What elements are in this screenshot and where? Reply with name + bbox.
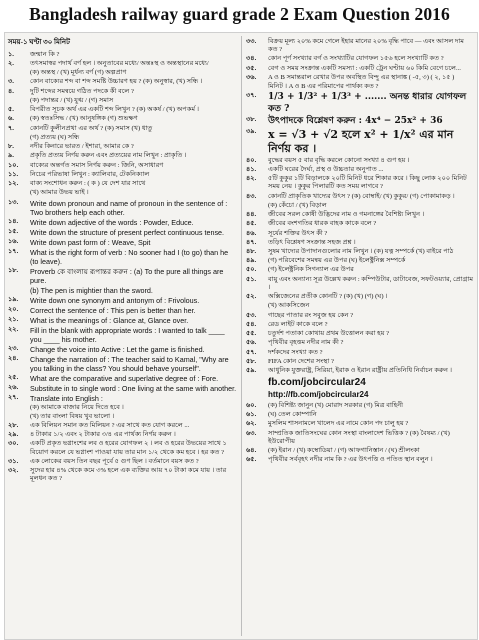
question-text: গাছের পাতার রং সবুজ হয় কেন ? xyxy=(268,311,354,319)
question-item xyxy=(246,116,474,127)
question-number: ২৩. xyxy=(8,344,19,352)
question-text: একটি ঘরের দৈর্ঘ্য, প্রস্থ ও উচ্চতার অনুপাত ... xyxy=(268,165,384,173)
question-number: ৪. xyxy=(8,87,14,95)
question-text: প্রকৃতি প্রত্যয় নির্ণয় করুন এবং প্রত্যয়ের নাম লিখুন : প্রাকৃতি । xyxy=(30,152,187,160)
question-text: কোনটি প্রাকৃতিক খাদ্যের উৎস ? (ক) বোম্বাই/ (খ) কুকুর/ (গ) পোকামাকড় । xyxy=(268,192,455,200)
question-number: ১৩. xyxy=(8,198,19,206)
question-text: বিপরীত সূচক অর্থ এর একটি শব্দ লিখুন ? (ক) অকর্ষ / (খ) অপকর্ম । xyxy=(30,106,200,114)
question-text: What is the meanings of : Glance at, Glance over. xyxy=(30,315,189,325)
question-number: ১২. xyxy=(8,180,19,188)
left-question-list xyxy=(8,51,238,484)
question-item xyxy=(246,420,474,428)
question-number: ২৫. xyxy=(8,373,19,381)
question-text: বাক্য সংশোধন করুন : ( ক ) যে দেশ যার সাথে xyxy=(30,180,146,188)
question-item xyxy=(246,220,474,228)
question-number: ২৮. xyxy=(8,421,19,429)
question-number: ২. xyxy=(8,59,14,67)
question-item xyxy=(8,180,238,188)
question-item xyxy=(246,166,474,174)
question-item xyxy=(8,199,238,217)
question-item xyxy=(8,404,238,412)
question-item xyxy=(246,293,474,301)
question-item xyxy=(246,83,474,91)
right-question-list xyxy=(246,38,474,465)
question-number: ৫১. xyxy=(246,275,257,283)
question-number: ১১. xyxy=(8,170,19,178)
question-item xyxy=(246,321,474,329)
question-text: পৃথিবীর সর্ববৃহৎ নদীর নাম কি ? এর উৎপত্তি ও পতিত স্থান বলুন । xyxy=(268,456,433,464)
question-text: (খ) আমার উভয় ভাই । xyxy=(30,189,89,197)
question-number: ৭. xyxy=(8,124,14,132)
question-text: উৎপাদকে বিশ্লেষণ করুন : 4x⁴ − 25x² + 36 xyxy=(268,115,443,126)
question-text: বাক্যের অন্তর্গত সমাস নির্ণয় করুন : জিনি, অসাধারণ xyxy=(30,161,164,169)
question-item xyxy=(246,92,474,115)
question-text: Write down adjective of the words : Powder, Educe. xyxy=(30,217,194,227)
question-number: ৩৯. xyxy=(246,128,257,136)
question-item xyxy=(8,60,238,68)
question-text: Change the voice into Active : Let the game is finished. xyxy=(30,344,205,354)
question-text: Write down pronoun and name of pronoun in the sentence of : Two brothers help each other. xyxy=(30,198,228,217)
question-text: FIFA কোন দেশের সংস্থা ? xyxy=(268,357,334,365)
question-number: ১৮. xyxy=(8,266,19,274)
question-number: ৫৭. xyxy=(246,348,257,356)
question-number: ১৪. xyxy=(8,217,19,225)
question-text: Proverb কে বাংলায় রূপান্তর করুন : (a) To the pure all things are pure. xyxy=(30,266,224,285)
question-item xyxy=(8,125,238,133)
question-number: ৪২. xyxy=(246,175,257,183)
question-text: (খ) আকসিজেন xyxy=(268,302,310,310)
question-text: (ক) কেঁচো / (খ) বিড়াল xyxy=(268,201,327,209)
question-item xyxy=(8,345,238,354)
question-number: ৩. xyxy=(8,78,14,86)
question-number: ৪৯. xyxy=(246,257,257,265)
question-text: নদীর কিনারে ভারত / ইশারা, আমার কে ? xyxy=(30,143,134,151)
question-item xyxy=(8,422,238,430)
question-item xyxy=(246,230,474,238)
question-text: রেড লাইট কাকে বলে ? xyxy=(268,320,328,328)
question-number: ৪৬. xyxy=(246,229,257,237)
question-text: x = √3 + √2 হলে x² + 1/x² এর মান নির্ণয় কর । xyxy=(268,128,454,155)
left-column xyxy=(8,38,238,485)
question-item xyxy=(246,349,474,357)
question-number: ৬৩. xyxy=(246,429,257,437)
question-item xyxy=(246,411,474,419)
question-number: ৬. xyxy=(8,115,14,123)
watermark-url: http://fb.com/jobcircular24 xyxy=(268,389,369,399)
question-text: Fill in the blank with appropriate words : I wanted to talk ____ you ____ his mother. xyxy=(30,325,225,344)
question-item xyxy=(246,38,474,54)
question-number: ২৭. xyxy=(8,393,19,401)
question-number: ৪৫. xyxy=(246,220,257,228)
question-number: ৫৫. xyxy=(246,330,257,338)
question-item xyxy=(246,358,474,366)
question-number: ৬২. xyxy=(246,420,257,428)
question-item xyxy=(246,248,474,256)
question-item xyxy=(8,394,238,403)
question-item xyxy=(246,128,474,156)
question-number: ৫৪. xyxy=(246,320,257,328)
question-item xyxy=(8,152,238,160)
question-text: তৎসমাস্বর পদার্থ বর্ণ হল । অনুতাবের মধ্যে/ অন্তঃস্থ ও অন্তস্থানের মধ্যে/ xyxy=(30,59,209,67)
question-text: Change the narration of : The teacher said to Kamal, "Why are you talking in the class? You should behave yourself". xyxy=(30,354,229,373)
question-item xyxy=(246,65,474,73)
question-item xyxy=(246,175,474,191)
question-text: (ক) আমাকে বাজার নিয়ে দিতে হবে । xyxy=(30,403,124,411)
question-number: ১০. xyxy=(8,161,19,169)
question-item xyxy=(8,248,238,266)
question-number: ৪০. xyxy=(246,156,257,164)
question-number: ১৫. xyxy=(8,227,19,235)
question-number: ৬৪. xyxy=(246,447,257,455)
question-text: (ক) অন্তস্থ / (খ) মূর্ধন্য বর্ণ (গ) অল্পপ্রাণ xyxy=(30,69,127,77)
question-item xyxy=(8,171,238,179)
question-number: ৫৬. xyxy=(246,339,257,347)
question-item xyxy=(8,97,238,105)
question-item xyxy=(8,374,238,383)
question-item xyxy=(246,339,474,347)
question-number: ৪৩. xyxy=(246,192,257,200)
question-text: সুদের হার ৪% থেকে কমে ৩% হলে এক ব্যক্তির আয় ৭০ টাকা কমে যায় । তার মূলধন কত ? xyxy=(30,467,227,483)
question-item xyxy=(246,193,474,201)
question-text: জীবের বংশগতির ধারক বাহক কাকে বলে ? xyxy=(268,220,377,228)
question-number: ৪৪. xyxy=(246,211,257,219)
question-text: (গ) ইলেক্ট্রনিক সিগন্যাল এর উপর xyxy=(268,266,354,274)
question-text: Translate into English : xyxy=(30,393,103,403)
question-text: এক লোকের বয়স তিন বছর পূর্বে ৫ গুণ ছিল । বর্তমানে বয়স কত ? xyxy=(30,457,199,465)
question-item xyxy=(246,302,474,310)
question-item xyxy=(8,51,238,59)
question-number: ৫৮. xyxy=(246,357,257,365)
page-title: Bangladesh railway guard grade 2 Exam Question 2016 xyxy=(29,4,450,24)
question-text: 1/3 + 1/3² + 1/3³ + ....... অনন্ত ধারার যোগফল কত ? xyxy=(268,92,467,114)
question-text: মিনিট । A ও B এর পরিমাপের পার্থক্য কত ? xyxy=(268,83,379,91)
question-number: ২২. xyxy=(8,325,19,333)
question-number: ২০. xyxy=(8,305,19,313)
question-item xyxy=(246,456,474,464)
question-number: ৮. xyxy=(8,143,14,151)
question-item xyxy=(246,257,474,265)
question-text: ৫টি কুকুর ১টি বিড়ালকে ২০টি মিনিট ধরে শিকার করে । কিছু লোক ২০০ মিনিট সময় নেয় । কুকুর পিলারটি কত সময় লাগবে ? xyxy=(268,175,467,191)
question-item xyxy=(8,228,238,237)
question-number: ৩৩. xyxy=(246,38,257,45)
question-item xyxy=(8,218,238,227)
question-text: চতুর্দশ পতাকা কোথায় প্রথম উত্তোলন করা হয় ? xyxy=(268,330,390,338)
question-text: নিচের পরিভাষা লিখুন : ক্যালিবার, টেকনিক্যাল xyxy=(30,170,150,178)
question-text: এক বিলিয়ন সমান কত মিলিয়ন ? এর সাথে কত যোগ করলে ... xyxy=(30,421,190,429)
question-number: ৫৯. xyxy=(246,367,257,375)
question-text: বুদ্ধের বয়স ৫ বার বৃদ্ধি করলে কোনো সংখ্যা ৪ গুণ হয় । xyxy=(268,156,410,164)
question-item xyxy=(8,238,238,247)
question-text: (ক) স্বতঃসিদ্ধ / (খ) আনুষঙ্গিক (গ) শুভক্ষণ xyxy=(30,115,138,123)
question-item xyxy=(8,78,238,86)
question-number: ৬০. xyxy=(246,402,257,410)
question-text: দুটি শব্দের সমন্বয়ে গঠিত পদকে কী বলে ? xyxy=(30,87,134,95)
question-text: জীবের সরল কোষী উদ্ভিদের নাম ও গমনাঙ্গের বৈশিষ্ট্য লিখুন । xyxy=(268,211,425,219)
question-text: কোন পূর্ণ সংখ্যার বর্গ ও সংখ্যাটির যোগফল ১৫৬ হলে সংখ্যাটি কত ? xyxy=(268,55,444,63)
question-number: ৪৭. xyxy=(246,238,257,246)
question-number: ৬৫. xyxy=(246,456,257,464)
question-number: ১৬. xyxy=(8,237,19,245)
question-text: পৃথিবীর বৃহত্তম নদীর নাম কী ? xyxy=(268,339,344,347)
question-text: (ক) বিশিষ্ট্য জানুন (খ) মোরাদ সরকার (গ) মিত্র বাহিনী xyxy=(268,402,404,410)
question-item xyxy=(246,367,474,375)
question-item xyxy=(8,306,238,315)
question-item xyxy=(246,276,474,292)
question-item xyxy=(246,211,474,219)
question-item xyxy=(8,162,238,170)
question-text: কোন বাক্যের শব্দ বা শব্দ সমষ্টি উচ্চারণ হয় ? (ক) অনুস্বার, (খ) সন্ধি । xyxy=(30,78,203,86)
question-number: ৫৩. xyxy=(246,311,257,319)
question-item xyxy=(246,447,474,455)
question-number: ২৬. xyxy=(8,383,19,391)
question-number: ২৪. xyxy=(8,354,19,362)
watermark-block xyxy=(246,377,474,400)
question-item xyxy=(8,316,238,325)
question-item xyxy=(8,296,238,305)
question-number: ৩৮. xyxy=(246,115,257,123)
question-text: (ক) ইরান / (খ) কম্বোডিয়া / (গ) আফগানিস্তান / (ঘ) শ্রীলংকা xyxy=(268,447,420,455)
question-item xyxy=(8,431,238,439)
question-item xyxy=(8,69,238,77)
question-text: Write down past form of : Weave, Spit xyxy=(30,237,151,247)
question-number: ৯. xyxy=(8,152,14,160)
question-item xyxy=(8,106,238,114)
question-text: (গ) পরিবেশের সমন্বয় এর উপর (ঘ) ইলেক্ট্রনিক্স সম্পর্কে xyxy=(268,257,406,265)
question-item xyxy=(8,458,238,466)
question-item xyxy=(8,286,238,295)
question-text: বায়ু এবং অন্যান্য সূত্র উল্লেখ করুন : কম্পিউটার, ডাটাবেজ, সফটওয়্যার, প্রোগ্রাম । xyxy=(268,275,474,291)
question-text: Write down the structure of present perfect continuous tense. xyxy=(30,227,225,237)
question-text: What is the right form of verb : No sooner had I (to go) than he (to leave). xyxy=(30,247,229,266)
question-item xyxy=(8,440,238,456)
question-number: ৩৪. xyxy=(246,55,257,63)
question-item xyxy=(8,413,238,421)
question-item xyxy=(8,467,238,483)
question-number: ২৯. xyxy=(8,431,19,439)
question-item xyxy=(246,266,474,274)
question-text: A ও B সমান্তরাল রেখার উপর অবস্থিত বিন্দু এর স্থানাঙ্ক ( -৫, ৩) ( ২, ১৫ ) xyxy=(268,73,455,81)
question-text: (b) The pen is mightier than the sword. xyxy=(30,285,153,295)
column-divider xyxy=(241,36,242,636)
exam-time-header: সময়-১ ঘণ্টা ৩০ মিনিট xyxy=(8,38,70,46)
question-number: ১৭. xyxy=(8,247,19,255)
question-item xyxy=(8,88,238,96)
question-number: ৪৮. xyxy=(246,248,257,255)
question-number: ৩৬. xyxy=(246,73,257,81)
question-number: ৩৫. xyxy=(246,64,257,72)
question-number: ১৯. xyxy=(8,295,19,303)
question-number: ৩১. xyxy=(8,457,19,465)
question-text: একটি প্রকৃত ভগ্নাংশের লব ও হরের যোগফল ২ । লব ও হরের উভয়ের সাথে ১ বিয়োগ করলে যে ভগ্নাংশ পাওয়া যায় তার মান ১/২ থেকে কম হবে । হর কত ? xyxy=(30,440,227,456)
question-text: (ক) পদান্তর / (খ) যুগ্ম / (গ) সমাস xyxy=(30,96,114,104)
question-item xyxy=(246,202,474,210)
watermark-text: fb.com/jobcircular24 xyxy=(268,377,366,389)
question-text: বিক্রয় মূল্য ২০% কমে গেলে ইহার মানের ২০% বৃদ্ধি পাবে — এবং আসল দাম কত ? xyxy=(268,38,464,54)
question-text: ৪ টাকার ১/২ এবং ২ টাকার ৩/৪ এর পার্থক্য নির্ণয় করুন । xyxy=(30,431,176,439)
question-text: (খ) তার বাংলা বিষয় খুব ভালো । xyxy=(30,412,115,420)
question-number: ৩০. xyxy=(8,440,19,448)
question-number: ২১. xyxy=(8,315,19,323)
question-item xyxy=(246,157,474,165)
question-item xyxy=(246,74,474,82)
question-text: তড়িৎ বিশ্লেষণ সংক্রান্ত সহজ প্রশ্ন । xyxy=(268,238,356,246)
question-item xyxy=(246,330,474,338)
question-item xyxy=(246,312,474,320)
question-item xyxy=(8,115,238,123)
question-number: ১. xyxy=(8,50,14,58)
question-number: ৫০. xyxy=(246,266,257,274)
question-text: সুষম খাদ্যের উপাদানগুলোর নাম লিখুন । (ক) যত্ন সম্পর্কে (খ) বাইরে পাঠ xyxy=(268,248,454,255)
right-column xyxy=(246,38,474,466)
question-item xyxy=(246,239,474,247)
question-text: (ঘ) তেল কোম্পানি xyxy=(268,411,317,419)
question-text: Write down one synonym and antonym of : Frivolous. xyxy=(30,295,200,305)
question-item xyxy=(8,355,238,373)
question-item xyxy=(246,430,474,446)
question-text: আধুনিক যুক্তরাষ্ট্র, সিরিয়া, ইরাক ও ইরান রাষ্ট্রীয় প্রতিনিধি নির্বাচন করুন । xyxy=(268,367,452,375)
question-number: ৫২. xyxy=(246,293,257,301)
question-item xyxy=(8,143,238,151)
question-text: বেগ ও সময় সংক্রান্ত একটি সমস্যা : একটি ট্রেন ঘণ্টায় ৬০ কিমি বেগে চলে... xyxy=(268,64,461,72)
question-text: What are the comparative and superlative degree of : Fore. xyxy=(30,373,219,383)
question-text: দর্শকদের সংখ্যা কত ? xyxy=(268,348,323,356)
question-text: সাম্প্রতিক জাতিসংঘের কোন সংস্থা বাংলাদেশ ভিত্তিক ? (ক) বৈষম্য / (খ) ইউরোপীয় xyxy=(268,429,450,445)
question-item xyxy=(8,384,238,393)
question-item xyxy=(8,326,238,344)
question-item xyxy=(8,267,238,285)
question-number: ৫. xyxy=(8,106,14,114)
question-text: Substitute in to single word : One living at the same with another. xyxy=(30,383,237,393)
question-text: (গ) প্রত্যয় (ঘ) সন্ধি xyxy=(30,133,80,141)
question-number: ৪১. xyxy=(246,165,257,173)
question-number: ৬১. xyxy=(246,411,257,419)
question-number: ৩২. xyxy=(8,467,19,475)
question-text: সূর্যের শক্তির উৎস কী ? xyxy=(268,229,328,237)
question-item xyxy=(246,55,474,63)
question-text: Correct the sentence of : This pen is better than her. xyxy=(30,305,196,315)
question-text: মুসলিম শাসনামলে খালেদ এর নামে কোন পদ চালু হয় ? xyxy=(268,420,409,428)
question-item xyxy=(246,402,474,410)
question-text: জন্মান কি ? xyxy=(30,50,60,58)
question-number: ৩৭. xyxy=(246,92,257,100)
question-item xyxy=(8,189,238,197)
question-text: কোনটি কুলীনপ্রথা এর অর্থ ? (ক) সমাস (খ) ধাতু xyxy=(30,124,153,132)
question-text: অক্সিজেনের প্রতীক কোনটি ? (ক) (খ) (গ) (ঘ) । xyxy=(268,293,388,301)
question-item xyxy=(8,134,238,142)
